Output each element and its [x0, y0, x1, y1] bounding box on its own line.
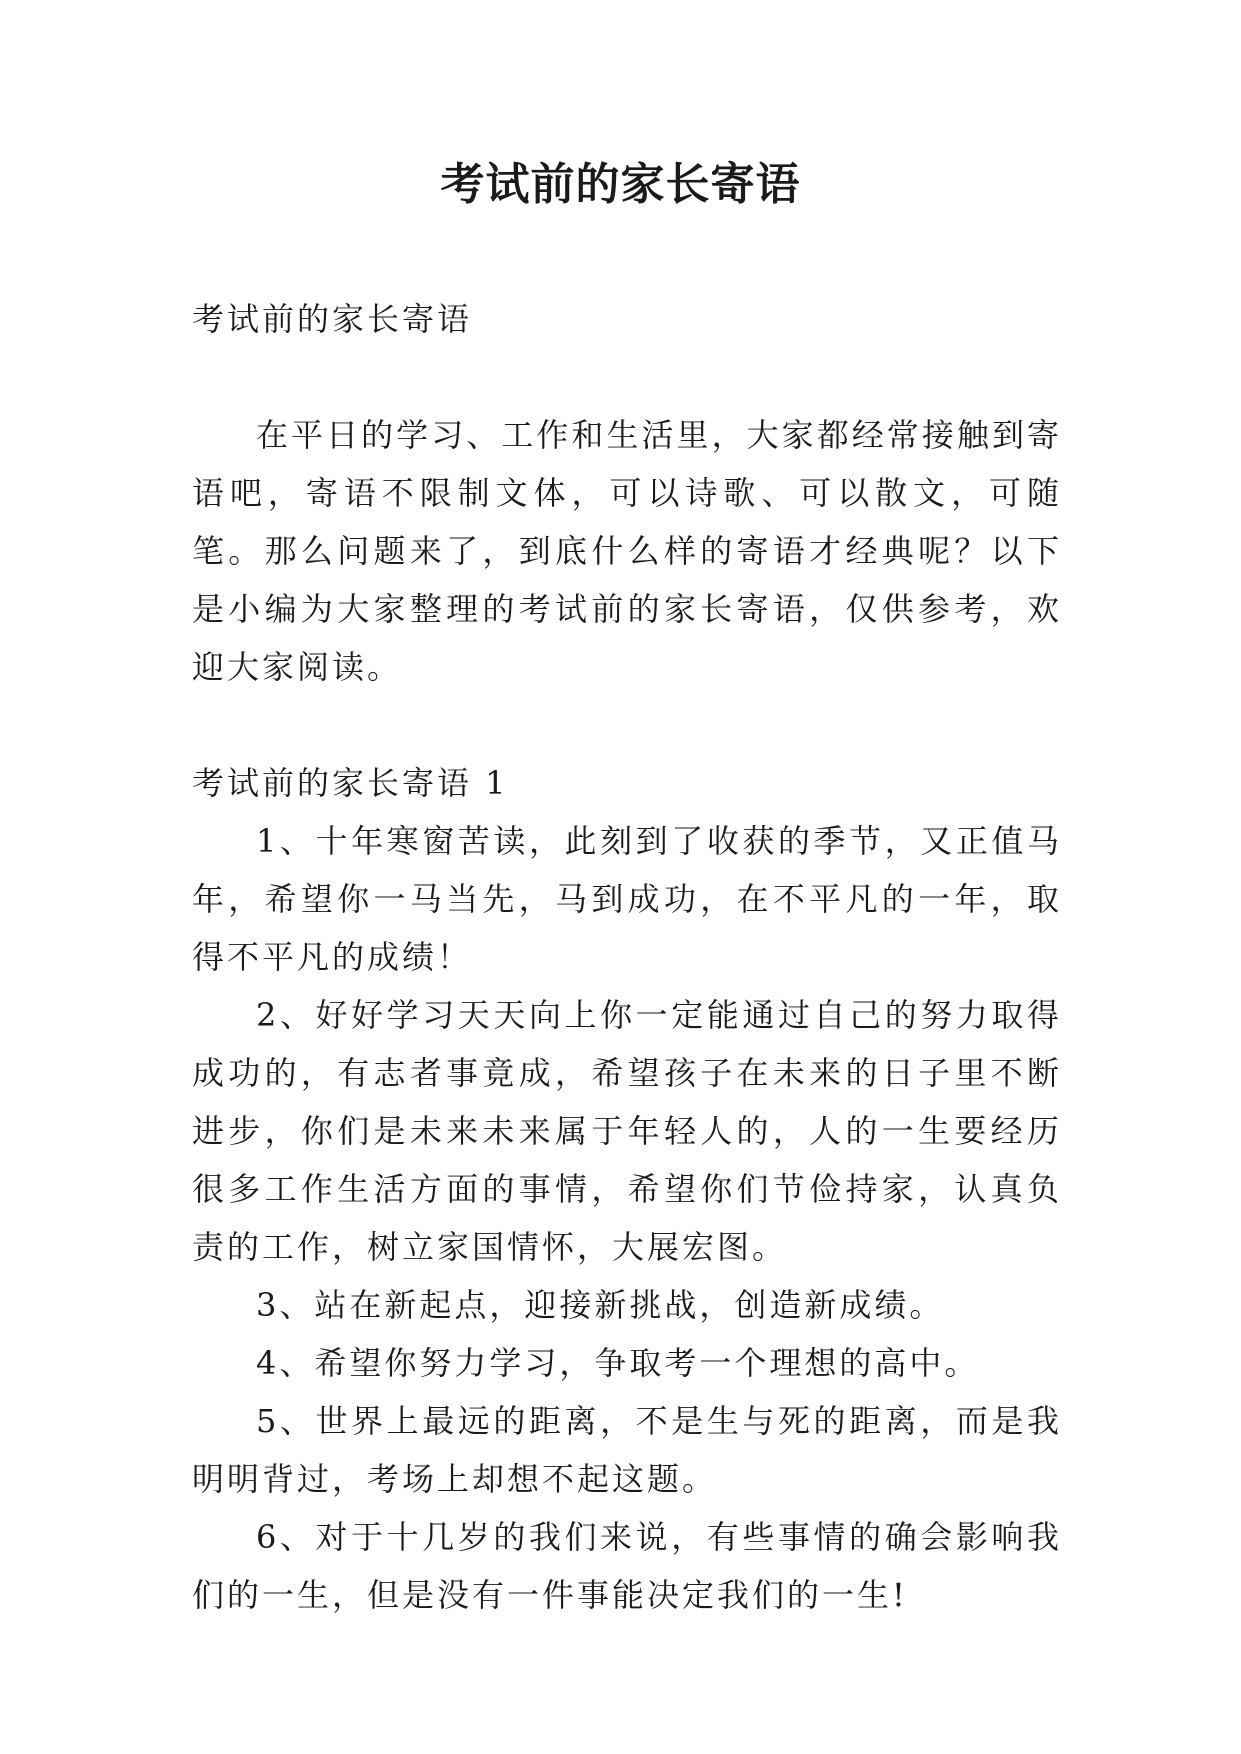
list-item: 3、站在新起点，迎接新挑战，创造新成绩。 — [256, 1286, 945, 1324]
document-body — [192, 290, 1062, 1624]
list-item: 6、对于十几岁的我们来说，有些事情的确会影响我们的一生，但是没有一件事能决定我们的一生! — [192, 1518, 1062, 1614]
intro-paragraph: 在平日的学习、工作和生活里，大家都经常接触到寄语吧，寄语不限制文体，可以诗歌、可以散文，可随笔。那么问题来了，到底什么样的寄语才经典呢？以下是小编为大家整理的考试前的家长寄语，仅供参考，欢迎大家阅读。 — [192, 416, 1062, 686]
list-item: 5、世界上最远的距离，不是生与死的距离，而是我明明背过，考场上却想不起这题。 — [192, 1402, 1062, 1498]
document-title: 考试前的家长寄语 — [440, 159, 801, 210]
list-item: 1、十年寒窗苦读，此刻到了收获的季节，又正值马年，希望你一马当先，马到成功，在不平凡的一年，取得不平凡的成绩！ — [192, 822, 1062, 976]
document-subtitle: 考试前的家长寄语 — [192, 300, 473, 338]
list-item: 4、希望你努力学习，争取考一个理想的高中。 — [256, 1344, 980, 1382]
section-heading: 考试前的家长寄语 1 — [192, 764, 509, 802]
list-item: 2、好好学习天天向上你一定能通过自己的努力取得成功的，有志者事竟成，希望孩子在未来的日子里不断进步，你们是未来未来属于年轻人的，人的一生要经历很多工作生活方面的事情，希望你们节俭持家，认真负责的工作，树立家国情怀，大展宏图。 — [192, 996, 1062, 1266]
